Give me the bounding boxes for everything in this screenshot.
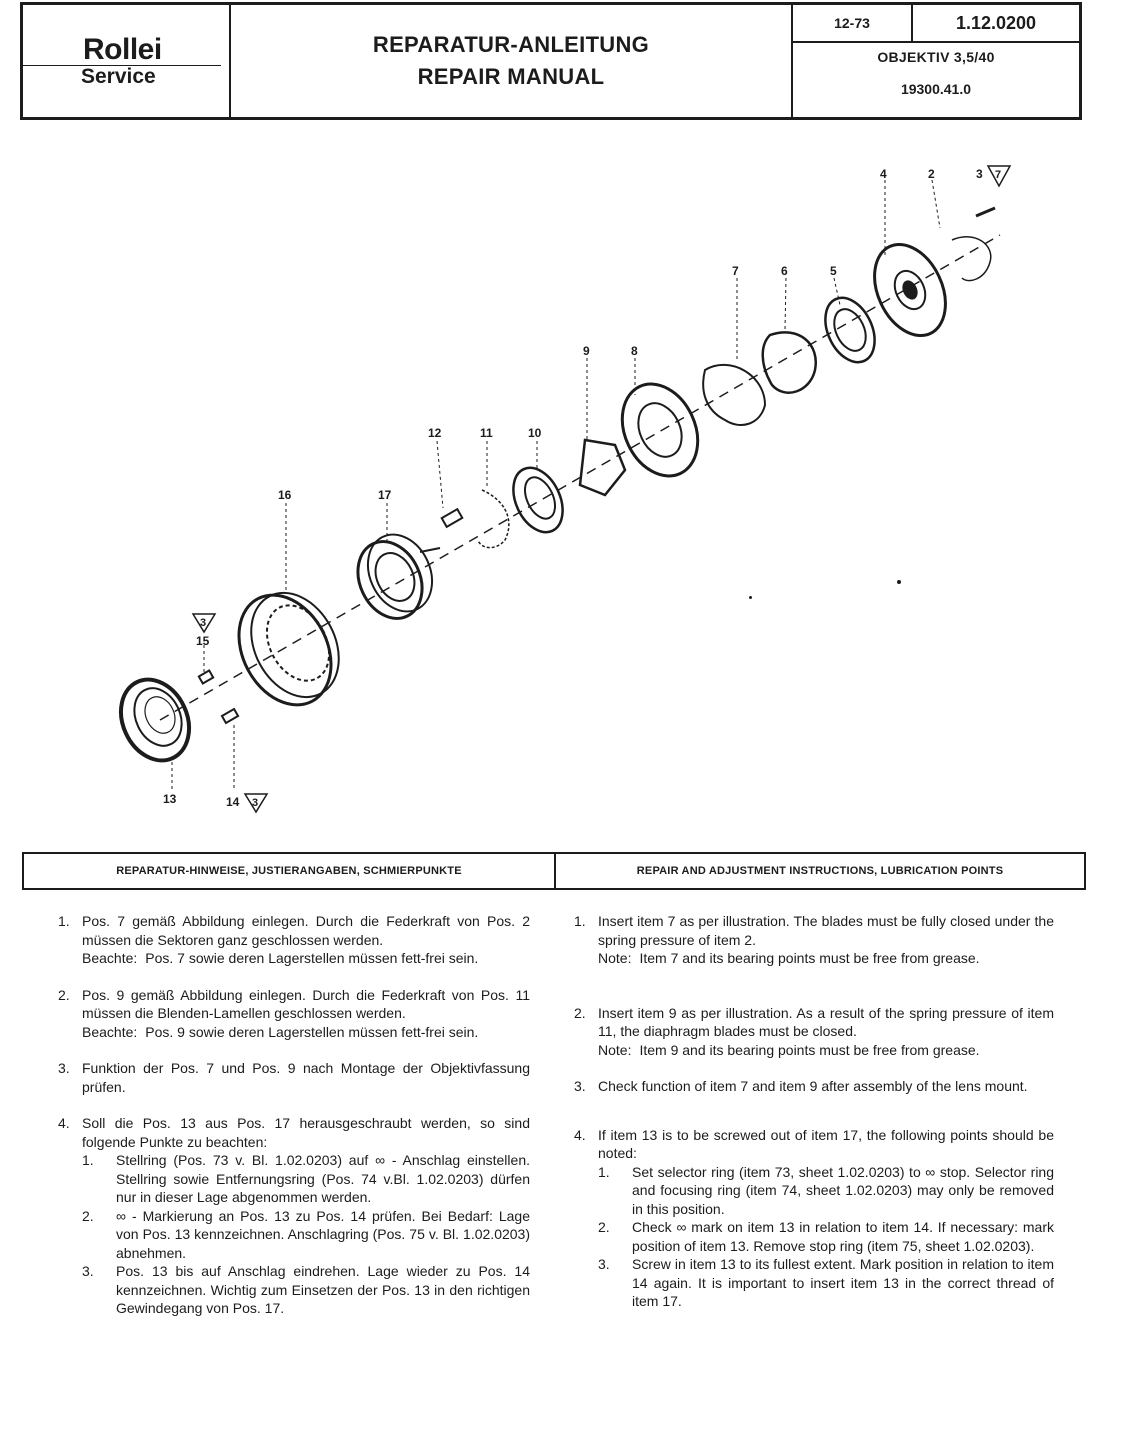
part-16-focusing-ring xyxy=(221,578,356,721)
callout-17: 17 xyxy=(378,488,392,502)
callout-6: 6 xyxy=(781,264,788,278)
item-note xyxy=(82,949,530,968)
item-note xyxy=(82,1023,530,1042)
item-text: Insert item 7 as per illustration. The blades must be fully closed under the spring pressure of item 2. xyxy=(598,913,1054,948)
sub-item-text: Screw in item 13 to its fullest extent. Mark position in relation to item 14 again. It is important to insert item 13 in the correct thread of item 17. xyxy=(632,1256,1054,1309)
logo-name: Rollei xyxy=(83,33,162,66)
issue-date: 12-73 xyxy=(793,5,913,41)
callout-5: 5 xyxy=(830,264,837,278)
item-note xyxy=(598,1041,1054,1060)
item-number: 4. xyxy=(58,1115,70,1131)
item-text: Pos. 7 gemäß Abbildung einlegen. Durch die Federkraft von Pos. 2 müssen die Sektoren ganz geschlossen werden. xyxy=(82,913,530,948)
item-text: Soll die Pos. 13 aus Pos. 17 herausgeschraubt werden, so sind folgende Punkte zu beachten: xyxy=(82,1115,530,1150)
note-label: Beachte: xyxy=(82,950,138,966)
part-3-screw xyxy=(976,208,995,216)
note-text: Pos. 7 sowie deren Lagerstellen müssen fett-frei sein. xyxy=(145,950,479,966)
part-number: 19300.41.0 xyxy=(900,81,972,97)
part-10-diaphragm-ring xyxy=(504,460,573,540)
item-number: 3. xyxy=(58,1060,70,1076)
logo-subtitle: Service xyxy=(81,65,156,88)
sub-item xyxy=(598,1255,1054,1311)
sub-item xyxy=(598,1218,1054,1255)
exploded-lens-diagram xyxy=(0,140,1124,840)
sub-item xyxy=(82,1151,530,1207)
sub-item-text: Pos. 13 bis auf Anschlag eindrehen. Lage wieder zu Pos. 14 kennzeichnen. Wichtig zum Einsetzen der Pos. 13 in den richtigen Gewindegang von Pos. 17. xyxy=(116,1263,530,1316)
sub-item xyxy=(82,1262,530,1318)
title-english: REPAIR MANUAL xyxy=(417,64,605,89)
sub-item-text: Stellring (Pos. 73 v. Bl. 1.02.0203) auf ∞ - Anschlag einstellen. Stellring sowie Entfernungsring (Pos. 74 v.Bl. 1.02.0203) dürfen nur in dieser Lage abgenommen werden. xyxy=(116,1152,530,1205)
item-number: 4. xyxy=(574,1126,586,1143)
reference-top-row xyxy=(793,5,1079,43)
item-text: Insert item 9 as per illustration. As a result of the spring pressure of item 11, the diaphragm blades must be closed. xyxy=(598,1004,1054,1039)
callout-2: 2 xyxy=(928,167,935,181)
part-14-pin xyxy=(222,709,238,723)
sub-item xyxy=(598,1163,1054,1219)
note-label: Note: xyxy=(598,950,632,966)
note-text: Item 9 and its bearing points must be free from grease. xyxy=(639,1041,980,1058)
section-heading-german: REPARATUR-HINWEISE, JUSTIERANGABEN, SCHMIERPUNKTE xyxy=(24,854,556,888)
part-4-rear-plate xyxy=(861,233,960,347)
german-instructions xyxy=(58,912,530,1336)
item-text: Pos. 9 gemäß Abbildung einlegen. Durch die Federkraft von Pos. 11 müssen die Blenden-Lamellen geschlossen werden. xyxy=(82,986,530,1021)
callout-14: 14 xyxy=(226,795,240,809)
sub-item-number: 1. xyxy=(82,1152,94,1168)
callout-7: 7 xyxy=(732,264,739,278)
note-label: Beachte: xyxy=(82,1023,138,1040)
triangle-label-top: 7 xyxy=(995,169,1002,181)
part-13-front-ring xyxy=(108,668,202,771)
callout-11: 11 xyxy=(480,426,493,440)
item-text: Funktion der Pos. 7 und Pos. 9 nach Montage der Objektivfassung prüfen. xyxy=(82,1060,530,1095)
callout-9: 9 xyxy=(583,344,590,358)
part-7-shutter-blade xyxy=(703,365,765,425)
lens-designation: OBJEKTIV 3,5/40 xyxy=(877,49,995,65)
title-block xyxy=(231,5,793,117)
reference-block xyxy=(793,5,1079,117)
section-heading-english: REPAIR AND ADJUSTMENT INSTRUCTIONS, LUBRICATION POINTS xyxy=(636,865,1004,877)
stray-dot xyxy=(897,580,901,584)
callout-3: 3 xyxy=(976,167,983,181)
item-text: If item 13 is to be screwed out of item 17, the following points should be noted: xyxy=(598,1126,1054,1161)
callout-10: 10 xyxy=(528,426,542,440)
instructions-section-bar xyxy=(22,852,1086,890)
note-text: Item 7 and its bearing points must be free from grease. xyxy=(639,950,980,966)
callout-12: 12 xyxy=(428,426,442,440)
sub-item-text: Check ∞ mark on item 13 in relation to item 14. If necessary: mark position of item 13. Remove stop ring (item 75, sheet 1.02.0203). xyxy=(632,1219,1054,1254)
part-9-blade-carrier xyxy=(580,440,625,495)
item-number: 2. xyxy=(574,1004,586,1021)
callout-8: 8 xyxy=(631,344,638,358)
part-5-ring xyxy=(816,290,885,370)
english-item-3 xyxy=(574,1077,1054,1096)
callout-13: 13 xyxy=(163,792,177,806)
document-number: 1.12.0200 xyxy=(955,12,1037,33)
item-number: 1. xyxy=(58,913,70,929)
callout-4: 4 xyxy=(880,167,887,181)
sub-item-text: ∞ - Markierung an Pos. 13 zu Pos. 14 prüfen. Bei Bedarf: Lage von Pos. 13 kennzeichnen. Anschlagring (Pos. 75 v. Bl. 1.02.0203) abnehmen. xyxy=(116,1207,530,1261)
item-text: Check function of item 7 and item 9 after assembly of the lens mount. xyxy=(598,1078,1028,1094)
item-number: 3. xyxy=(574,1078,586,1094)
item-number: 2. xyxy=(58,986,70,1003)
sub-item-number: 1. xyxy=(598,1163,610,1180)
sub-item-number: 2. xyxy=(82,1207,94,1224)
rollei-service-logo xyxy=(23,5,231,117)
sub-item xyxy=(82,1207,530,1263)
stray-dot xyxy=(749,596,752,599)
note-text: Pos. 9 sowie deren Lagerstellen müssen fett-frei sein. xyxy=(145,1023,479,1040)
note-label: Note: xyxy=(598,1041,632,1058)
english-item-4 xyxy=(574,1126,1054,1311)
sub-item-number: 2. xyxy=(598,1219,610,1235)
sub-item-number: 3. xyxy=(82,1263,94,1279)
english-item-1 xyxy=(574,912,1054,968)
english-instructions xyxy=(574,912,1054,1329)
callout-16: 16 xyxy=(278,488,292,502)
part-12-pin xyxy=(442,509,463,527)
part-6-blade-plate xyxy=(763,332,816,392)
german-item-3 xyxy=(58,1059,530,1096)
part-15-screw xyxy=(199,671,213,684)
item-number: 1. xyxy=(574,913,586,929)
part-11-spring xyxy=(478,490,509,548)
german-item-1 xyxy=(58,912,530,968)
part-17-lens-mount xyxy=(346,524,444,629)
sub-item-number: 3. xyxy=(598,1256,610,1272)
sub-item-text: Set selector ring (item 73, sheet 1.02.0203) to ∞ stop. Selector ring and focusing ring (item 74, sheet 1.02.0203) may only be removed in this position. xyxy=(632,1163,1054,1217)
triangle-label-15: 3 xyxy=(200,617,207,629)
english-item-2 xyxy=(574,1004,1054,1060)
german-item-4 xyxy=(58,1114,530,1318)
triangle-label-14: 3 xyxy=(252,797,259,809)
title-german: REPARATUR-ANLEITUNG xyxy=(372,32,650,57)
item-note xyxy=(598,949,1054,968)
document-header xyxy=(20,2,1082,120)
german-item-2 xyxy=(58,986,530,1042)
callout-15: 15 xyxy=(196,634,210,648)
